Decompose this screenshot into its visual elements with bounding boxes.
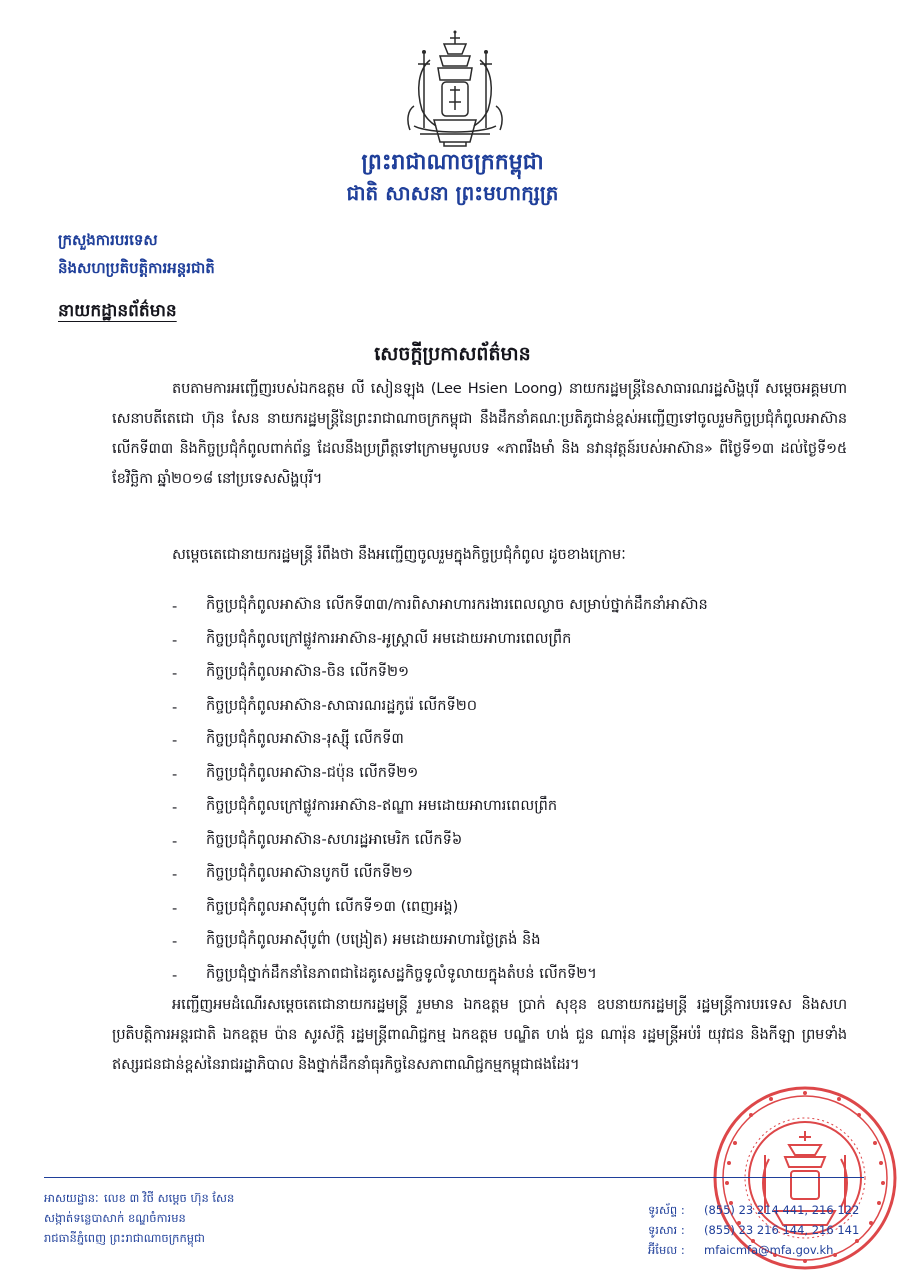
lead-paragraph: សម្តេចតេជោនាយករដ្ឋមន្ត្រី រំពឹងថា នឹងអញ្ជើញចូលរួមក្នុងកិច្ចប្រជុំកំពូល ដូចខាងក្រោមៈ [172, 546, 626, 563]
list-marker: - [172, 665, 178, 683]
summit-list [172, 590, 862, 992]
email-label: អ៊ីមែល : [648, 1243, 685, 1257]
list-item-text: កិច្ចប្រជុំកំពូលអាស៊ីបូព៌ា (បង្រៀត) អមដោយអាហារថ្ងៃត្រង់ និង [206, 931, 541, 949]
list-item [172, 892, 862, 926]
list-item-text: កិច្ចប្រជុំកំពូលអាស៊ាន លើកទី៣៣/ការពិសាអាហារករងារពេលល្ងាច សម្រាប់ថ្នាក់ដឹកនាំអាស៊ាន [206, 596, 708, 614]
phone-value: (855) 23 214 441, 216 122 [704, 1203, 860, 1217]
list-marker: - [172, 832, 178, 850]
address-line-2: សង្កាត់ទន្លេបាសាក់ ខណ្ឌចំការមន [44, 1211, 186, 1225]
list-item [172, 624, 862, 658]
list-item-text: កិច្ចប្រជុំកំពូលអាស៊ាន-រុស្ស៊ី លើកទី៣ [206, 730, 404, 748]
list-item [172, 791, 862, 825]
list-item-text: កិច្ចប្រជុំកំពូលក្រៅផ្លូវការអាស៊ាន-អូស្ត្រាលី អមដោយអាហារពេលព្រឹក [206, 629, 572, 647]
fax-value: (855) 23 216 144, 216 141 [704, 1223, 860, 1237]
fax-label: ទូរសារ : [648, 1223, 685, 1237]
list-item-text: កិច្ចប្រជុំកំពូលអាស៊ានបូកបី លើកទី២១ [206, 864, 414, 882]
list-item-text: កិច្ចប្រជុំកំពូលអាស៊ាន-ជប៉ុន លើកទី២១ [206, 763, 419, 781]
email-value: mfaicmfa@mfa.gov.kh [704, 1243, 834, 1257]
list-item [172, 858, 862, 892]
list-item-text: កិច្ចប្រជុំកំពូលក្រៅផ្លូវការអាស៊ាន-ឥណ្ឌា អមដោយអាហារពេលព្រឹក [206, 797, 558, 815]
list-item-text: កិច្ចប្រជុំកំពូលអាស៊ីបូព៌ា លើកទី១៣ (ពេញអង្គ) [206, 897, 459, 915]
ministry-line-2: និងសហប្រតិបត្តិការអន្តរជាតិ [58, 259, 215, 277]
intro-paragraph: តបតាមការអញ្ជើញរបស់ឯកឧត្តម លី សៀនឡុង (Lee Hsien Loong) នាយករដ្ឋមន្ត្រីនៃសាធារណរដ្ឋសិង្ហបុរី សម្តេចអគ្គមហាសេនាបតីតេជោ ហ៊ុន សែន នាយករដ្ឋមន្ត្រីនៃព្រះរាជាណាចក្រកម្ពុជា នឹងដឹកនាំគណៈប្រតិភូជាន់ខ្ពស់អញ្ជើញទៅចូលរួមកិច្ចប្រជុំកំពូលអាស៊ានលើកទី៣៣ និងកិច្ចប្រជុំកំពូលពាក់ព័ន្ធ ដែលនឹងប្រព្រឹត្តទៅក្រោមមូលបទ «ភាពរឹងមាំ និង នវានុវត្តន៍របស់អាស៊ាន» ពីថ្ងៃទី១៣ ដល់ថ្ងៃទី១៥ ខែវិច្ឆិកា ឆ្នាំ២០១៨ នៅប្រទេសសិង្ហបុរី។ [112, 380, 847, 487]
phone-label: ទូរស័ព្ទ : [648, 1203, 685, 1217]
list-item [172, 657, 862, 691]
footer-divider [44, 1177, 864, 1178]
address-line-1: លេខ ៣ វិថី សម្តេច ហ៊ុន សែន [104, 1191, 235, 1205]
list-marker: - [172, 966, 178, 984]
list-item-text: កិច្ចប្រជុំកំពូលអាស៊ាន-សាធារណរដ្ឋកូរ៉េ លើកទី២០ [206, 696, 478, 714]
footer-address [44, 1188, 234, 1248]
list-item [172, 590, 862, 624]
list-item [172, 959, 862, 993]
list-item [172, 825, 862, 859]
list-marker: - [172, 631, 178, 649]
national-motto: ជាតិ សាសនា ព្រះមហាក្សត្រ [346, 181, 559, 205]
ministry-name [58, 226, 215, 282]
list-marker: - [172, 698, 178, 716]
ministry-line-1: ក្រសួងការបរទេស [58, 231, 158, 249]
list-item-text: កិច្ចប្រជុំថ្នាក់ដឹកនាំនៃភាពជាដៃគូសេដ្ឋកិច្ចទូលំទូលាយក្នុងតំបន់ លើកទី២។ [206, 964, 597, 982]
footer-contacts [648, 1200, 858, 1260]
list-item-text: កិច្ចប្រជុំកំពូលអាស៊ាន-សហរដ្ឋអាមេរិក លើកទី៦ [206, 830, 463, 848]
list-item-text: កិច្ចប្រជុំកំពូលអាស៊ាន-ចិន លើកទី២១ [206, 663, 410, 681]
list-marker: - [172, 765, 178, 783]
list-marker: - [172, 598, 178, 616]
list-marker: - [172, 866, 178, 884]
closing-paragraph: អញ្ជើញអមដំណើរសម្តេចតេជោនាយករដ្ឋមន្ត្រី រួមមាន ឯកឧត្តម ប្រាក់ សុខុន ឧបនាយករដ្ឋមន្ត្រី រដ្ឋមន្ត្រីការបរទេស និងសហប្រតិបត្តិការអន្តរជាតិ ឯកឧត្តម ប៉ាន សូរស័ក្តិ រដ្ឋមន្ត្រីពាណិជ្ជកម្ម ឯកឧត្តម បណ្ឌិត ហង់ ជួន ណារ៉ុន រដ្ឋមន្ត្រីអប់រំ យុវជន និងកីឡា ព្រមទាំងឥស្សរជនជាន់ខ្ពស់នៃរាជរដ្ឋាភិបាល និងថ្នាក់ដឹកនាំធុរកិច្ចនៃសភាពាណិជ្ជកម្មកម្ពុជាផងដែរ។ [112, 996, 847, 1073]
list-item [172, 691, 862, 725]
list-marker: - [172, 899, 178, 917]
royal-emblem [400, 30, 510, 148]
address-label: អាសយដ្ឋានៈ [44, 1191, 99, 1205]
list-item [172, 758, 862, 792]
address-line-3: រាជធានីភ្នំពេញ ព្រះរាជាណាចក្រកម្ពុជា [44, 1231, 205, 1245]
department-name: នាយកដ្ឋានព័ត៌មាន [58, 301, 177, 321]
list-marker: - [172, 732, 178, 750]
list-item [172, 724, 862, 758]
document-title: សេចក្តីប្រកាសព័ត៌មាន [374, 343, 531, 365]
kingdom-name: ព្រះរាជាណាចក្រកម្ពុជា [361, 150, 544, 175]
list-marker: - [172, 933, 178, 951]
list-marker: - [172, 799, 178, 817]
list-item [172, 925, 862, 959]
